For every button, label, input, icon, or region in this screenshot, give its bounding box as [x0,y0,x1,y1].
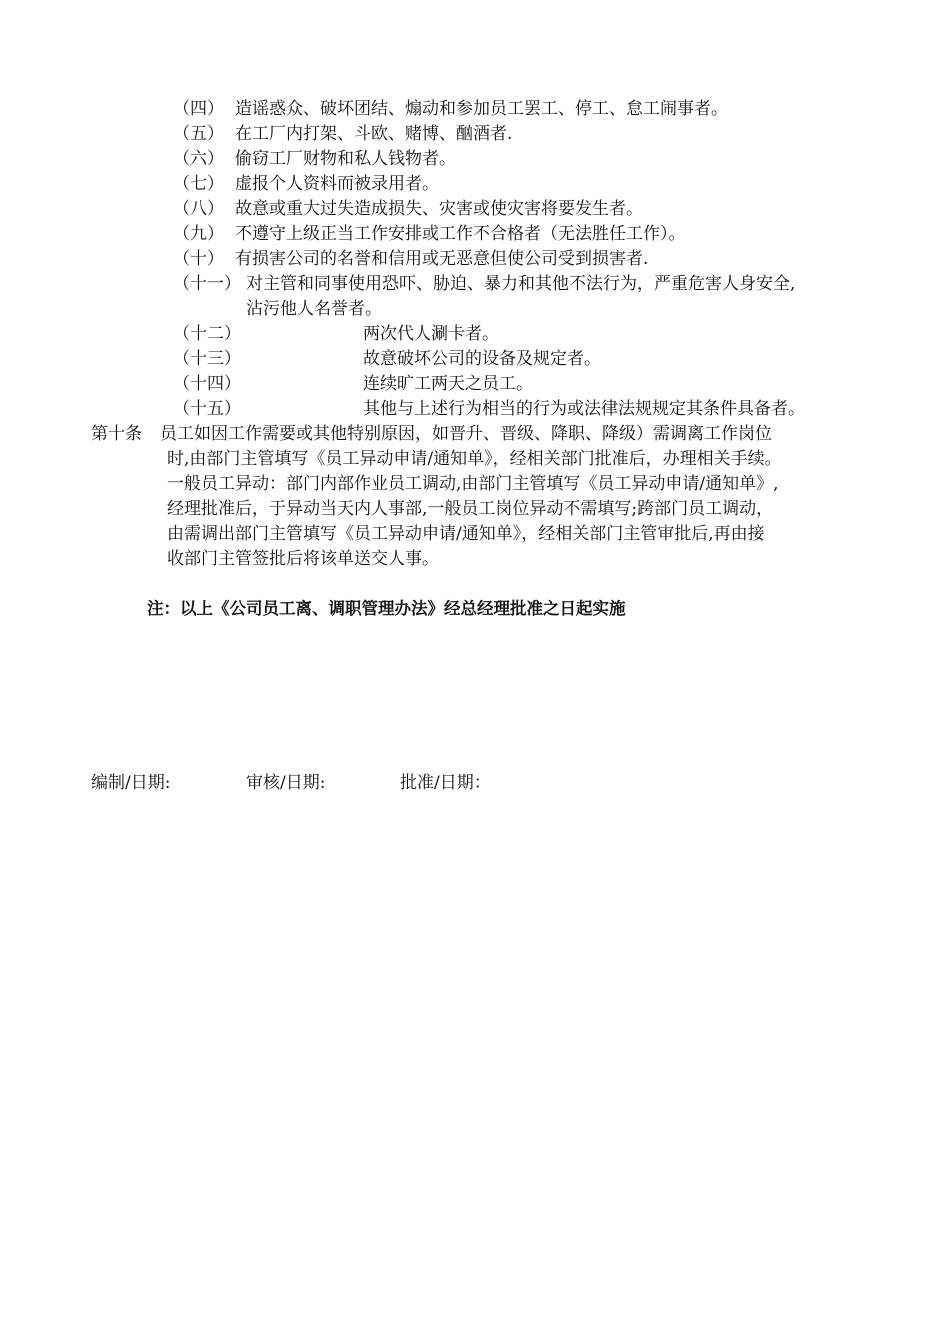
item-number: （十二） [173,324,241,344]
article-label: 第十条 [91,424,142,444]
item-text: 其他与上述行为相当的行为或法律法规规定其条件具备者。 [363,399,805,419]
item-number: （九） [173,224,224,244]
item-number: （四） [173,99,224,119]
item-number: （十三） [173,349,241,369]
item-number: （十一） [173,274,241,294]
item-number: （七） [173,174,224,194]
item-number: （十） [173,249,224,269]
item-text: 不遵守上级正当工作安排或工作不合格者（无法胜任工作）。 [235,224,686,244]
article-text-line: 经理批准后，于异动当天内人事部,一般员工岗位异动不需填写;跨部门员工调动， [167,499,774,519]
item-text: 两次代人涮卡者。 [363,324,499,344]
reviewed-date-label: 审核/日期: [246,773,326,793]
item-text: 造谣惑众、破坏团结、煽动和参加员工罢工、停工、怠工闹事者。 [235,99,728,119]
item-text: 连续旷工两天之员工。 [363,374,533,394]
item-number: （六） [173,149,224,169]
implementation-note: 注：以上《公司员工离、调职管理办法》经总经理批准之日起实施 [147,599,626,618]
item-text: 偷窃工厂财物和私人钱物者。 [235,149,456,169]
article-text-line: 一般员工异动：部门内部作业员工调动,由部门主管填写《员工异动申请/通知单》, [167,474,779,494]
item-text: 故意破坏公司的设备及规定者。 [363,349,601,369]
item-text: 有损害公司的名誉和信用或无恶意但使公司受到损害者. [235,249,649,269]
item-number: （五） [173,124,224,144]
item-text: 在工厂内打架、斗欧、赌博、酗酒者. [235,124,513,144]
item-text-continuation: 沾污他人名誉者。 [246,299,382,319]
article-text-line: 收部门主管签批后将该单送交人事。 [167,549,439,569]
item-number: （十五） [173,399,241,419]
item-text: 故意或重大过失造成损失、灾害或使灾害将要发生者。 [235,199,643,219]
approved-date-label: 批准/日期： [400,773,491,793]
item-text: 虚报个人资料而被录用者。 [235,174,439,194]
compiled-date-label: 编制/日期: [91,773,171,793]
item-text: 对主管和同事使用恐吓、胁迫、暴力和其他不法行为，严重危害人身安全, [246,274,796,294]
item-number: （十四） [173,374,241,394]
item-number: （八） [173,199,224,219]
article-text-line: 员工如因工作需要或其他特别原因，如晋升、晋级、降职、降级）需调离工作岗位 [160,424,772,444]
article-text-line: 由需调出部门主管填写《员工异动申请/通知单》，经相关部门主管审批后,再由接 [167,524,765,544]
article-text-line: 时,由部门主管填写《员工异动申请/通知单》，经相关部门批准后，办理相关手续。 [167,449,782,469]
